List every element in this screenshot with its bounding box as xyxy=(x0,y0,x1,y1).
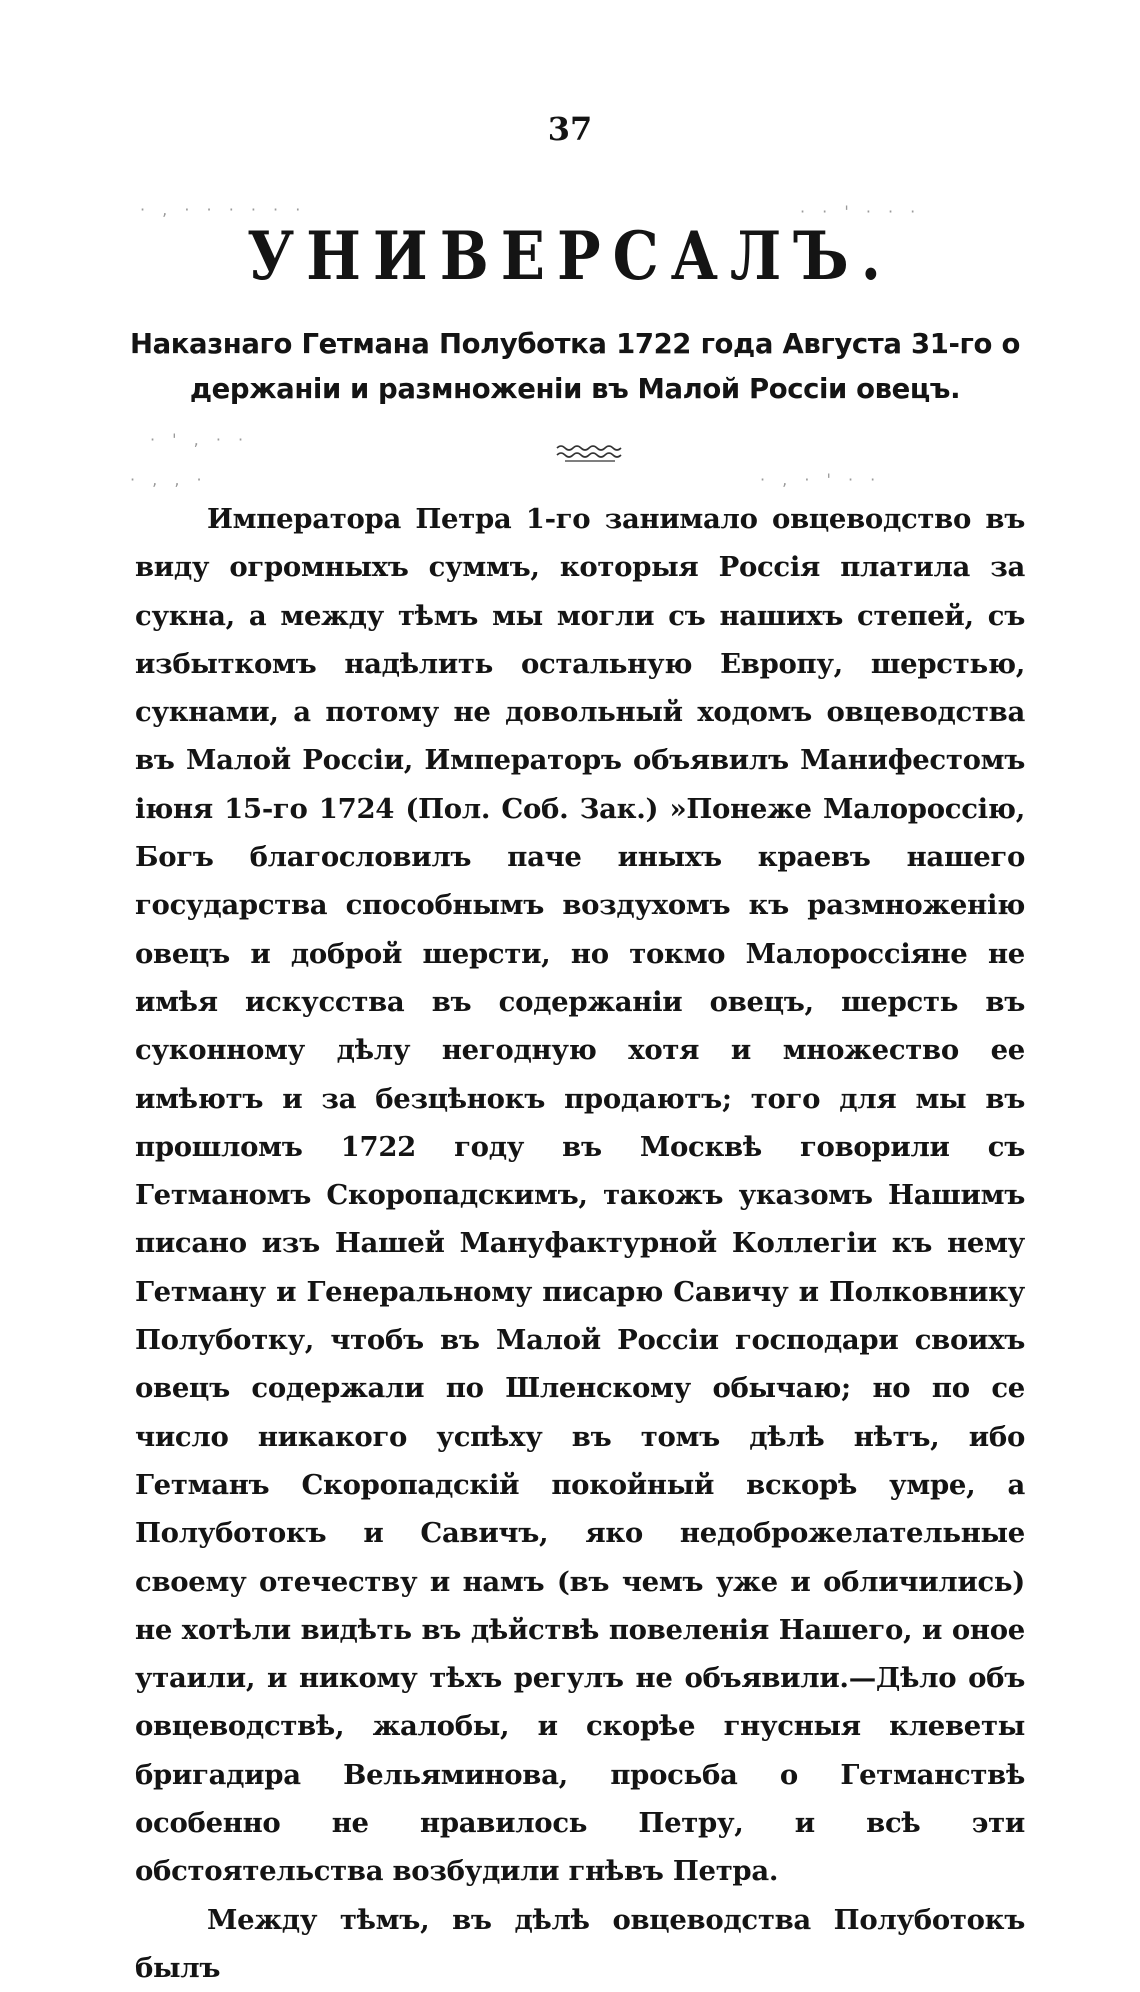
bleed-through-marks: · , · ' · · xyxy=(760,470,882,489)
paragraph: Императора Петра 1-го занимало овцеводство въ виду огромныхъ суммъ, которыя Россія платила за сукна, а между тѣмъ мы могли съ нашихъ степей, съ избыткомъ надѣлить остальную Европу, шерстью, сукнами, а потому не довольный ходомъ овцеводства въ Малой Россіи, Императоръ объявилъ Манифестомъ іюня 15-го 1724 (Пол. Соб. Зак.) »Понеже Малороссію, Богъ благословилъ паче иныхъ краевъ нашего государства способнымъ воздухомъ къ размноженію овецъ и доброй шерсти, но токмо Малороссіяне не имѣя искусства въ содержаніи овецъ, шерсть въ суконному дѣлу негодную хотя и множество ее имѣютъ и за безцѣнокъ продаютъ; того для мы въ прошломъ 1722 году въ Москвѣ говорили съ Гетманомъ Скоропадскимъ, такожъ указомъ Нашимъ писано изъ Нашей Мануфактурной Коллегіи къ нему Гетману и Генеральному писарю Савичу и Полковнику Полуботку, чтобъ въ Малой Россіи господари своихъ овецъ содержали по Шленскому обычаю; но по се число никакого успѣху въ томъ дѣлѣ нѣтъ, ибо Гетманъ Скоропадскій покойный вскорѣ умре, а Полуботокъ и Савичъ, яко недоброжелательные своему отечеству и намъ (въ чемъ уже и обличились) не хотѣли видѣть въ дѣйствѣ повеленія Нашего, и оное утаили, и никому тѣхъ регулъ не объявили.—Дѣло объ овцеводствѣ, жалобы, и скорѣе гнусныя клеветы бригадира Вельяминова, просьба о Гетманствѣ особенно не нравилось Петру, и всѣ эти обстоятельства возбудили гнѣвъ Петра. xyxy=(135,503,1025,1888)
bleed-through-marks: · , , · xyxy=(130,470,208,489)
page-subtitle: Наказнаго Гетмана Полуботка 1722 года Августа 31-го о держаніи и размноженіи въ Малой Россіи овецъ. xyxy=(130,328,1020,405)
divider-ornament xyxy=(555,442,625,464)
page-number: 37 xyxy=(547,110,593,148)
paragraph: Между тѣмъ, въ дѣлѣ овцеводства Полуботокъ былъ xyxy=(135,1903,1025,1984)
bleed-through-marks: · ' , · · xyxy=(150,430,250,449)
bleed-through-marks: · · ' · · · xyxy=(800,202,922,221)
body-text xyxy=(135,495,1025,1992)
bleed-through-marks: · , · · · · · · xyxy=(140,200,307,219)
page-title: УНИВЕРСАЛЪ. xyxy=(247,216,893,296)
